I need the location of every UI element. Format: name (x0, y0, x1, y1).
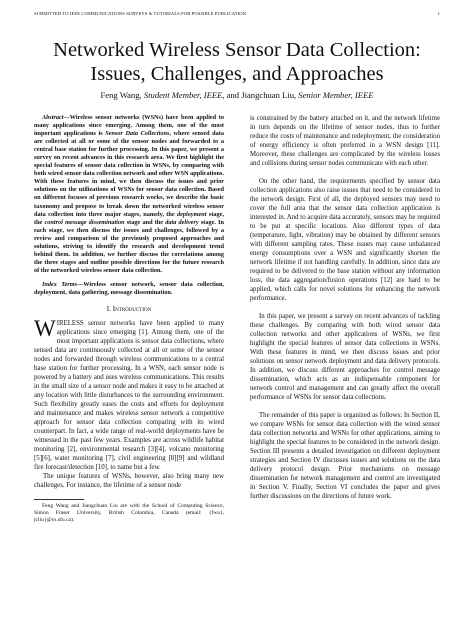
author-2-name: Jiangchuan Liu, (241, 90, 297, 100)
index-terms-label: Index Terms (42, 280, 78, 288)
paper-title (20, 38, 454, 86)
abstract-text-b: , where sensed data are collected at all or some of the sensor nodes and forwarded to a central base station for further processing. In this paper, we present a survey on recent advances in this research area. We first highlight the special features of sensor data collection in WSNs, by comparing with both wired sensor data collection network and other WSN applications. With these features in mind, we then discuss the issues and prior solutions on the utilizations of WSNs for sensor data collection. Based on different focuses of previous research works, we describe the basic taxonomy and propose to break down the networked wireless sensor data collection into three major stages, namely, the (34, 130, 224, 218)
intro-paragraph-2: The unique features of WSNs, however, also bring many new challenges. For instance, the lifetime of a sensor node (34, 473, 224, 490)
section-heading-introduction: I. Introduction (106, 305, 152, 314)
right-paragraph-1: is constrained by the battery attached on it, and the network lifetime in turn depends on the lifetime of sensor nodes, thus to further reduce the costs of maintenance and redeployment, the consideration of energy efficiency is often preferred in a WSN design [11]. Moreover, these challenges are complicated by the wireless losses and collisions during sensor nodes communicate with each other. (250, 115, 440, 167)
page-number: 1 (437, 11, 440, 16)
author-1-role: Student Member, IEEE, (143, 90, 225, 100)
index-terms-text: —Wireless sensor network, sensor data collection, deployment, data gathering, message dissemination. (34, 280, 224, 296)
abstract-emph: Sensor Data Collections (105, 130, 170, 138)
paragraph-gap (250, 303, 440, 312)
right-paragraph-3: In this paper, we present a survey on recent advances of tackling these challenges. By comparing with both wired sensor data collection networks and other applications of WSNs, we first highlight the special features of sensor data collections in WSNs. With these features in mind, we then discuss issues and prior solutions on sensor network deployment and data delivery protocols. In addition, we discuss different approaches for control message dissemination, which acts as an indispensable component for network control and management and can greatly affect the overall performance of WSNs for sensor data collections. (250, 313, 440, 401)
author-conjunction: and (226, 90, 240, 100)
footnote: Feng Wang and Jiangchuan Liu are with the School of Computing Science, Simon Fraser University, British Columbia, Canada (email: {fwa1, jcliu}@cs.sfu.ca). (34, 503, 224, 524)
title-line-1: Networked Wireless Sensor Data Collection: (53, 39, 421, 61)
abstract (34, 114, 224, 275)
author-1-name: Feng Wang, (100, 90, 142, 100)
abstract-text-d: stage and the (124, 218, 166, 226)
intro-paragraph-1-text: IRELESS sensor networks have been applied to many applications since emerging [1]. Among them, one of the most important applications is sensor data collections, where sensed data are continuously collected at all or some of the sensor nodes and forwarded through wireless communications to a central base station for further processing. In a WSN, each sensor node is powered by a battery and uses wireless communications. This results in the small size of a sensor node and makes it easy to be attached at any location with little disturbances to the surrounding environment. Such flexibility greatly eases the costs and efforts for deployment and maintenance and makes wireless sensor network a competitive approach for sensor data collection comparing with its wired counterpart. In fact, a wide range of real-world deployments have be witnessed in the past few years. Examples are across wildlife habitat monitoring [2], environmental research [3][4], volcano monitoring [5][6], water monitoring [7], civil engineering [8][9] and wildland fire forecast/detection [10], to name but a few. (34, 320, 224, 472)
abstract-label: Abstract (42, 114, 64, 121)
abstract-text-a: —Wireless sensor networks (WSNs) have been applied to many applications since emerging. Among them, one of the most important applications is (34, 114, 224, 138)
index-terms (34, 281, 224, 297)
right-column (250, 114, 440, 501)
right-paragraph-2: On the other hand, the requirements specified by sensor data collection applications also raise issues that need to be considered in the network design. First of all, the deployed sensors may need to cover the full area that the sensor data collection application is interested in. And to acquire data accurately, sensors may be required to be put at specific locations. Also different types of data (temperature, light, vibration) may be obtained by different sensors with different sampling rates. These issues may cause unbalanced energy consumptions over a WSN and significantly shorten the network lifetime if not handling carefully. In addition, since data are required to be delivered to the base station without any information loss, the data aggregation/fusion operations [12] are hard to be applied, which calls for novel solutions for enhancing the network performance. (250, 178, 440, 302)
right-paragraph-4: The remainder of this paper is organized as follows: In Section II, we compare WSNs for sensor data collection with the wired sensor data collection networks and WSNs for other applications, aiming to highlight the special features to be considered in the network design. Section III presents a detailed investigation on different deployment strategies and Section IV discusses issues and solutions on the data delivery protocol design. Prior mechanisms on message dissemination for network management and control are investigated in Section V. Finally, Section VI concludes the paper and gives further discussions on the directions of future work. (250, 412, 440, 500)
author-line (20, 90, 454, 100)
abstract-text-c: stage, the (34, 210, 224, 226)
abstract-emph-3: control message dissemination (44, 218, 125, 226)
abstract-emph-2: deployment (177, 210, 207, 218)
abstract-text-e: stage. In each stage, we then discuss the issues and challenges, followed by a review and comparison of the previously proposed approaches and solutions, striving to identify the research and development trend behind them. In addition, we further discuss the correlations among the three stages and outline possible directions for the future research of the networked wireless sensor data collection. (34, 218, 224, 274)
drop-cap: W (34, 316, 56, 342)
paragraph-gap (250, 168, 440, 177)
author-2-role: Senior Member, IEEE (298, 90, 374, 100)
running-head (34, 11, 440, 19)
abstract-emph-4: data delivery (165, 218, 199, 226)
paragraph-gap (250, 402, 440, 411)
running-head-text: SUBMITTED TO IEEE COMMUNICATIONS SURVEYS & TUTORIALS FOR POSSIBLE PUBLICATION (34, 11, 247, 16)
footnote-rule (34, 499, 84, 500)
intro-paragraph-1 (34, 316, 224, 472)
left-column (34, 114, 224, 524)
title-line-2: Issues, Challenges, and Approaches (90, 63, 384, 85)
